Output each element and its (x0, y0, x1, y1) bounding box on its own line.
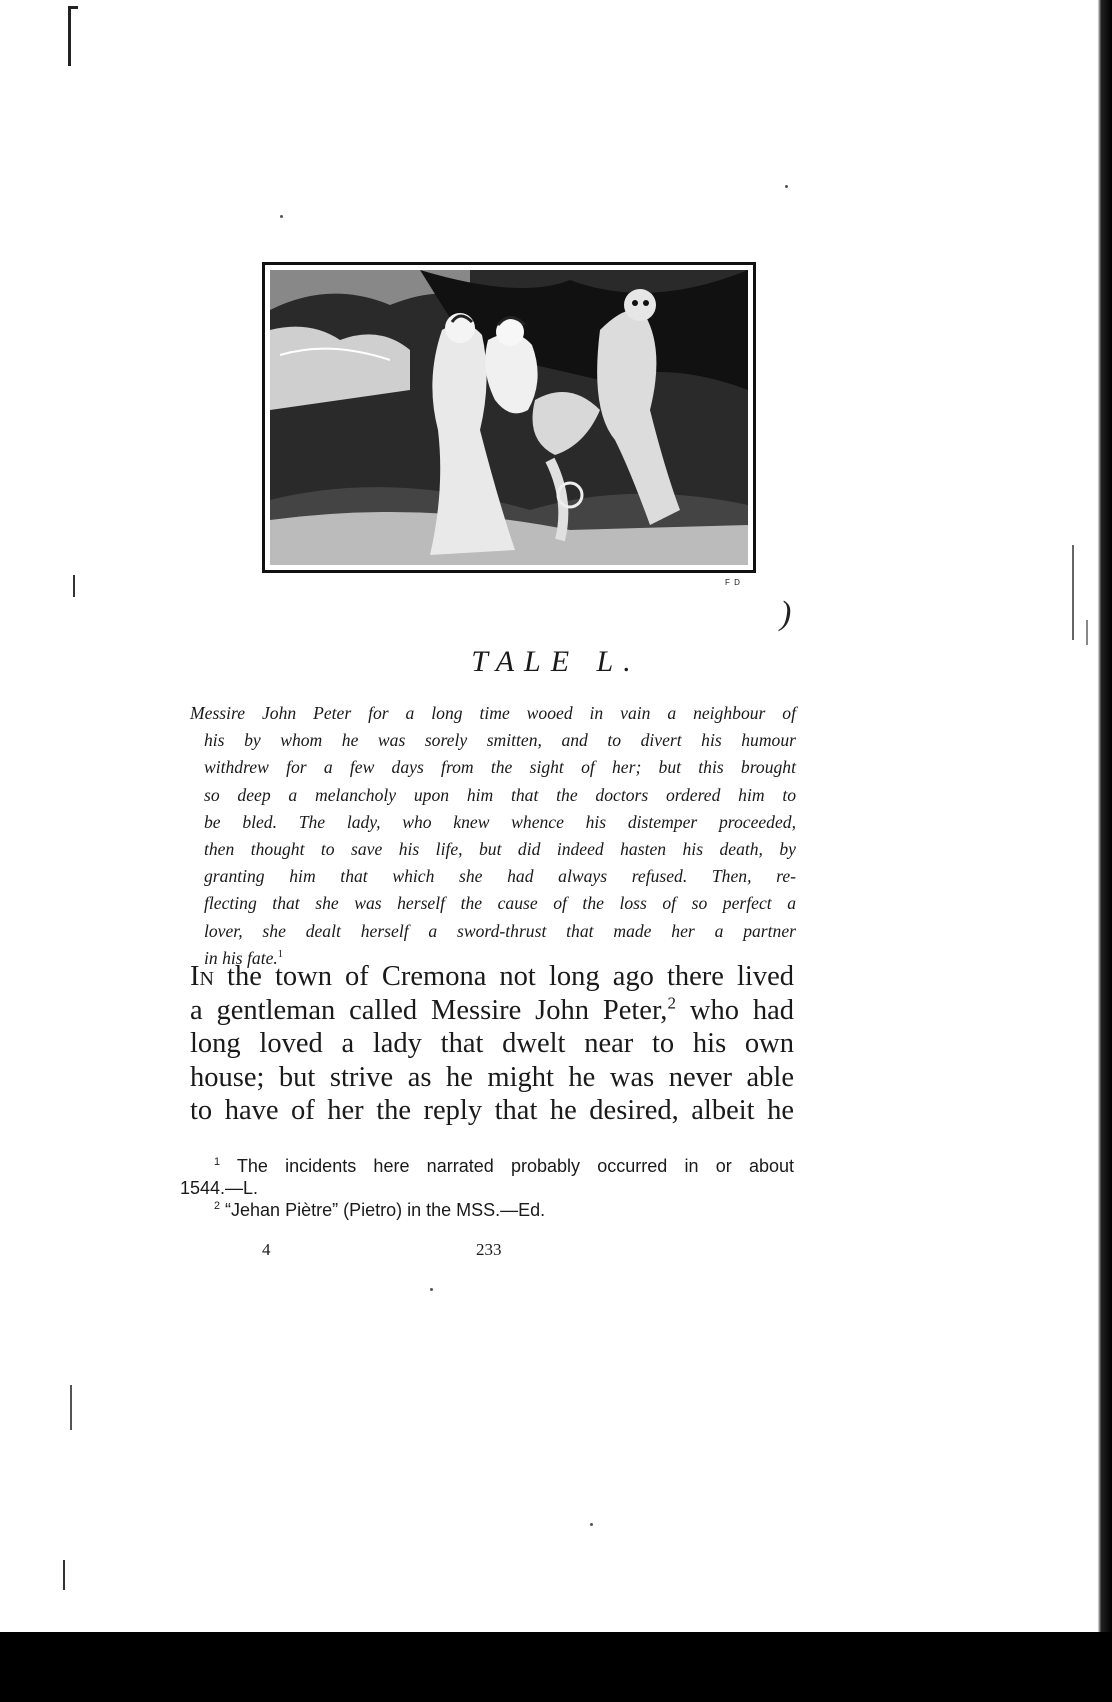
engraving-illustration-icon (270, 270, 748, 565)
footnote-number: 1 (214, 1156, 221, 1168)
footnotes (180, 1155, 794, 1221)
scan-speck (280, 215, 283, 218)
tale-title: TALE L. (471, 645, 641, 678)
footnote-ref: 1 (277, 948, 284, 960)
footnote-ref: 2 (667, 993, 676, 1012)
scan-margin-tick (63, 1560, 65, 1590)
body-text (190, 960, 794, 1128)
footnote-1-cont: 1544.—L. (180, 1178, 259, 1198)
body-line-text: who had (689, 994, 794, 1026)
argument-line: then thought to save his life, but did indeed hasten his death, by (204, 839, 796, 860)
argument-line: Messire John Peter for a long time wooed in vain a neighbour of (190, 703, 796, 723)
scan-margin-tick (1072, 545, 1074, 640)
scan-edge-bottom (0, 1632, 1112, 1702)
body-line-first (190, 960, 794, 994)
argument-line: withdrew for a few days from the sight of her; but this brought (204, 757, 796, 778)
body-line-text: a gentleman called Messire John Peter, (190, 994, 668, 1026)
argument-line: lover, she dealt herself a sword-thrust that made her a partner (204, 920, 796, 941)
engraver-mark: F D (725, 578, 741, 587)
footnote-2 (180, 1199, 794, 1221)
tale-argument (190, 700, 796, 972)
scan-speck (430, 1288, 433, 1291)
body-line-text: the town of Cremona not long ago there lived (227, 961, 794, 992)
scan-edge-right (1094, 0, 1112, 1702)
scan-margin-tick (70, 1385, 72, 1430)
argument-line-text: in his fate. (204, 947, 278, 968)
page-number: 233 (476, 1240, 502, 1259)
argument-line: granting him that which she had always refused. Then, re- (204, 866, 796, 887)
body-line (190, 994, 794, 1028)
argument-line: flecting that she was herself the cause of the loss of so perfect a (204, 893, 796, 914)
drop-word: In (190, 961, 214, 992)
argument-line: be bled. The lady, who knew whence his distemper proceeded, (204, 811, 796, 832)
scan-corner-mark (68, 6, 71, 66)
body-line: house; but strive as he might he was never able (190, 1061, 794, 1093)
argument-line: his by whom he was sorely smitten, and to divert his humour (204, 730, 796, 751)
footnote-1 (180, 1155, 794, 1177)
body-line: long loved a lady that dwelt near to his own (190, 1028, 794, 1059)
signature-mark: 4 (262, 1240, 271, 1259)
argument-line: so deep a melancholy upon him that the doctors ordered him to (204, 784, 796, 805)
margin-pencil-mark: ) (780, 595, 792, 632)
footnote-number: 2 (214, 1200, 221, 1212)
footnote-text: The incidents here narrated probably occurred in or about (236, 1156, 794, 1176)
chapter-illustration (262, 262, 756, 573)
scan-margin-tick (1086, 620, 1088, 645)
scan-speck (785, 185, 788, 188)
body-line: to have of her the reply that he desired, albeit he (190, 1095, 794, 1126)
scan-speck (590, 1523, 593, 1526)
scan-margin-tick (73, 575, 75, 597)
footnote-text: “Jehan Piètre” (Pietro) in the MSS.—Ed. (225, 1200, 546, 1220)
